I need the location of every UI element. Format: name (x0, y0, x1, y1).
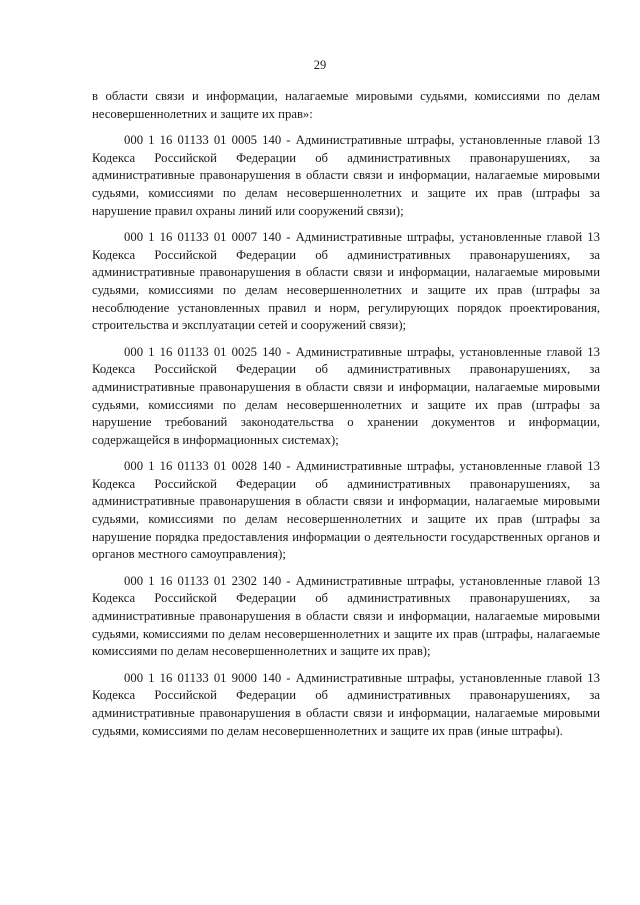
paragraph-code-0025: 000 1 16 01133 01 0025 140 - Административные штрафы, установленные главой 13 Кодекса Российской Федерации об административных правонарушениях, за административные правонарушения в области связи и информации, налагаемые мировыми судьями, комиссиями по делам несовершеннолетних и защите их прав (штрафы за нарушение требований законодательства о хранении документов и информации, содержащейся в информационных системах); (92, 344, 600, 447)
paragraph-code-0007: 000 1 16 01133 01 0007 140 - Административные штрафы, установленные главой 13 Кодекса Российской Федерации об административных правонарушениях, за административные правонарушения в области связи и информации, налагаемые мировыми судьями, комиссиями по делам несовершеннолетних и защите их прав (штрафы за несоблюдение установленных правил и норм, регулирующих порядок проектирования, строительства и эксплуатации сетей и сооружений связи); (92, 230, 600, 333)
paragraph-code-2302: 000 1 16 01133 01 2302 140 - Административные штрафы, установленные главой 13 Кодекса Российской Федерации об административных правонарушениях, за административные правонарушения в области связи и информации, налагаемые мировыми судьями, комиссиями по делам несовершеннолетних и защите их прав (штрафы, налагаемые комиссиями по делам несовершеннолетних и защите их прав); (92, 573, 600, 659)
paragraph-code-0028: 000 1 16 01133 01 0028 140 - Административные штрафы, установленные главой 13 Кодекса Российской Федерации об административных правонарушениях, за административные правонарушения в области связи и информации, налагаемые мировыми судьями, комиссиями по делам несовершеннолетних и защите их прав (штрафы за нарушение порядка предоставления информации о деятельности государственных органов и органов местного самоуправления); (92, 459, 600, 562)
paragraph-code-0005: 000 1 16 01133 01 0005 140 - Административные штрафы, установленные главой 13 Кодекса Российской Федерации об административных правонарушениях, за административные правонарушения в области связи и информации, налагаемые мировыми судьями, комиссиями по делам несовершеннолетних и защите их прав (штрафы за нарушение правил охраны линий или сооружений связи); (92, 133, 600, 218)
document-body (92, 88, 600, 749)
paragraph-code-9000: 000 1 16 01133 01 9000 140 - Административные штрафы, установленные главой 13 Кодекса Российской Федерации об административных правонарушениях, за административные правонарушения в области связи и информации, налагаемые мировыми судьями, комиссиями по делам несовершеннолетних и защите их прав (иные штрафы). (92, 670, 600, 738)
paragraph-continuation: в области связи и информации, налагаемые мировыми судьями, комиссиями по делам несовершеннолетних и защите их прав»: (92, 89, 600, 121)
page-number: 29 (313, 58, 327, 72)
